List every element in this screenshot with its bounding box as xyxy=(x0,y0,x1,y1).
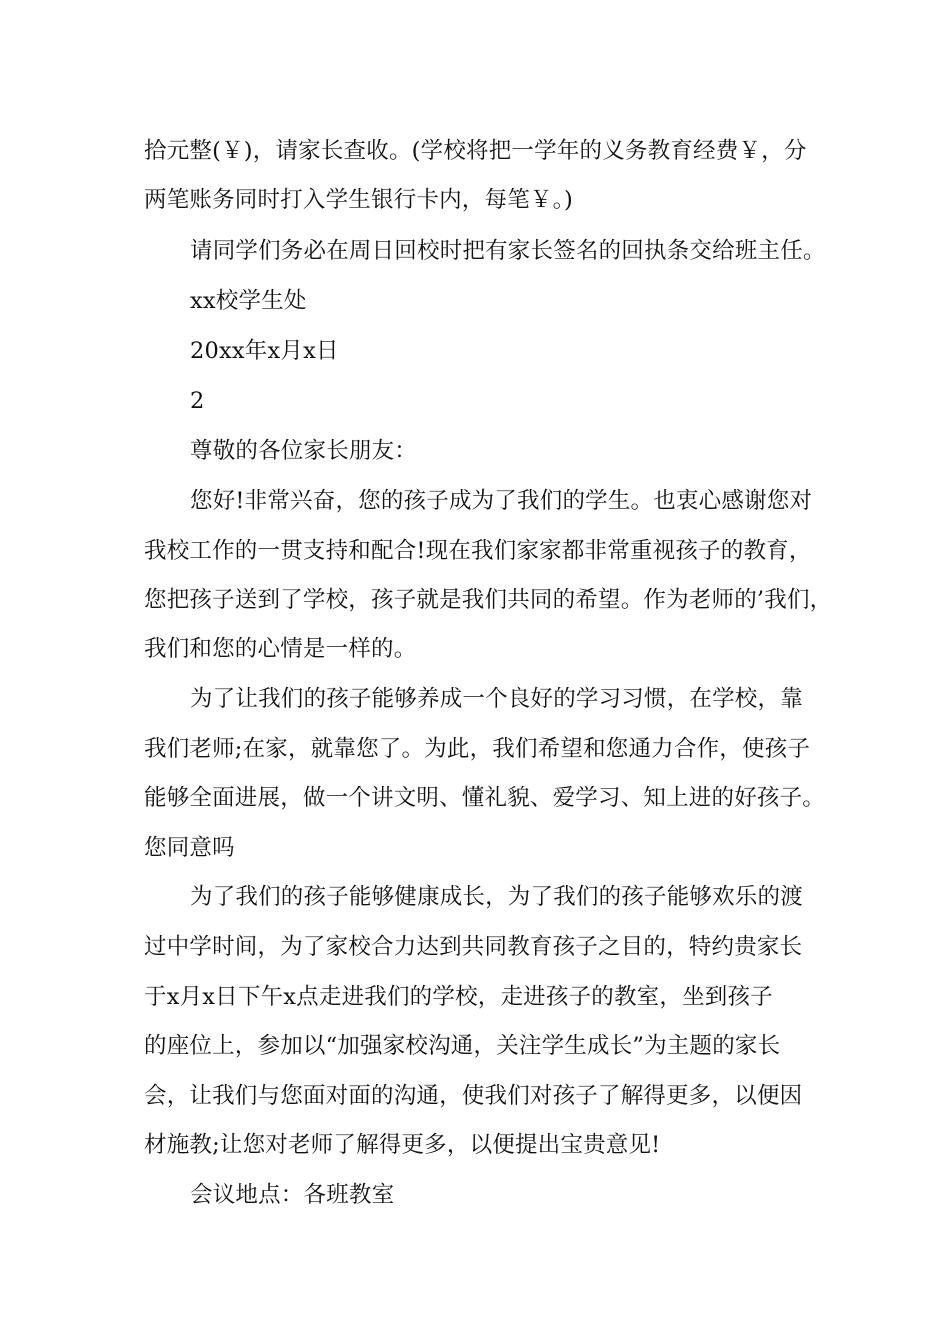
text-line-9: 我校工作的一贯支持和配合!现在我们家家都非常重视孩子的教育， xyxy=(144,538,812,564)
text-line-20: 会，让我们与您面对面的沟通，使我们对孩子了解得更多，以便因 xyxy=(144,1083,803,1109)
text-line-12: 为了让我们的孩子能够养成一个良好的学习习惯，在学校，靠 xyxy=(190,686,803,712)
text-line-15: 您同意吗 xyxy=(144,835,235,861)
text-line-17: 过中学时间，为了家校合力达到共同教育孩子之目的，特约贵家长 xyxy=(144,934,803,960)
text-line-2: 两笔账务同时打入学生银行卡内，每笔￥。) xyxy=(144,187,574,213)
text-line-18: 于x月x日下午x点走进我们的学校，走进孩子的教室，坐到孩子 xyxy=(144,984,773,1010)
salutation: 尊敬的各位家长朋友： xyxy=(190,438,418,464)
meeting-location: 会议地点：各班教室 xyxy=(190,1182,395,1208)
signature-office: xx校学生处 xyxy=(190,288,307,314)
text-line-11: 我们和您的心情是一样的。 xyxy=(144,636,417,662)
text-line-19: 的座位上，参加以“加强家校沟通，关注学生成长”为主题的家长 xyxy=(144,1033,781,1059)
text-line-16: 为了我们的孩子能够健康成长，为了我们的孩子能够欢乐的渡 xyxy=(190,884,803,910)
signature-date: 20xx年x月x日 xyxy=(190,338,339,364)
text-line-13: 我们老师;在家，就靠您了。为此，我们希望和您通力合作，使孩子 xyxy=(144,736,811,762)
text-line-10: 您把孩子送到了学校，孩子就是我们共同的希望。作为老师的’我们， xyxy=(144,587,833,613)
text-line-21: 材施教;让您对老师了解得更多，以便提出宝贵意见! xyxy=(144,1132,661,1158)
text-line-3: 请同学们务必在周日回校时把有家长签名的回执条交给班主任。 xyxy=(190,238,826,264)
text-line-8: 您好!非常兴奋，您的孩子成为了我们的学生。也衷心感谢您对 xyxy=(190,488,813,514)
text-line-1: 拾元整(￥)，请家长查收。(学校将把一学年的义务教育经费￥，分 xyxy=(144,138,807,164)
text-line-14: 能够全面进展，做一个讲文明、懂礼貌、爱学习、知上进的好孩子。 xyxy=(144,785,826,811)
section-number: 2 xyxy=(190,388,205,414)
